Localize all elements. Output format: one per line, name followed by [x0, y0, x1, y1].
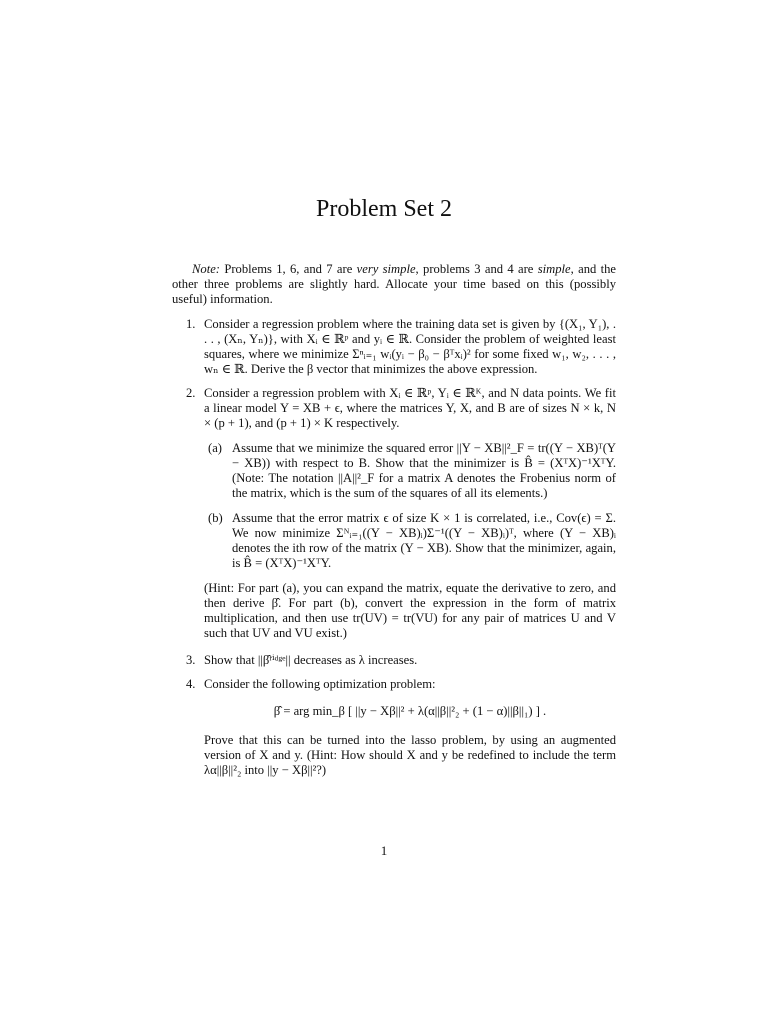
note-text: , problems 3 and 4 are — [415, 262, 538, 276]
note-label: Note: — [192, 262, 220, 276]
problem-3 — [172, 653, 616, 668]
note-emphasis: simple — [537, 262, 571, 276]
problem-4 — [172, 677, 616, 778]
note-text: , and the other three problems are slightly hard. Allocate your time based on this (possibly useful) information. — [172, 262, 617, 306]
problem-number: 3. — [186, 653, 196, 667]
problem-continuation: Prove that this can be turned into the lasso problem, by using an augmented version of X and y. (Hint: How should X and y be redefined to include the term λα||β||²₂ into ||y − Xβ||²?) — [204, 733, 616, 777]
page-number: 1 — [380, 843, 388, 858]
problem-1 — [172, 317, 616, 377]
note-text: Problems 1, 6, and 7 are — [219, 262, 357, 276]
subpart-label: (b) — [208, 511, 223, 525]
subpart-a — [204, 441, 616, 501]
page-title: Problem Set 2 — [316, 196, 452, 222]
subpart-text: Assume that the error matrix ϵ of size K × 1 is correlated, i.e., Cov(ϵ) = Σ. We now minimize Σᴺᵢ₌₁((Y − XB)ᵢ)Σ⁻¹((Y − XB)ᵢ)ᵀ, where (Y − XB)ᵢ denotes the ith row of the matrix (Y − XB). Show that the minimizer, again, is B̂ = (XᵀX)⁻¹XᵀY. — [232, 511, 616, 570]
problem-text: Show that ||β̂ʳⁱᵈᵍᵉ|| decreases as λ increases. — [204, 653, 418, 667]
problem-number: 2. — [186, 386, 196, 400]
problem-2 — [172, 386, 616, 641]
note-paragraph — [172, 262, 616, 307]
problem-number: 1. — [186, 317, 196, 331]
subpart-b — [204, 511, 616, 571]
note-emphasis: very simple — [356, 262, 416, 276]
problem-text: Consider a regression problem where the training data set is given by {(X₁, Y₁), . . . , (Xₙ, Yₙ)}, with Xᵢ ∈ ℝᵖ and yᵢ ∈ ℝ. Consider the problem of weighted least squares, where we minimize Σⁿᵢ₌₁ wᵢ(yᵢ − β₀ − βᵀxᵢ)² for some fixed w₁, w₂, . . . , wₙ ∈ ℝ. Derive the β vector that minimizes the above expression. — [204, 317, 616, 376]
document-body — [172, 262, 616, 787]
subpart-text: Assume that we minimize the squared error ||Y − XB||²_F = tr((Y − XB)ᵀ(Y − XB)) with respect to B. Show that the minimizer is B̂ = (XᵀX)⁻¹XᵀY. (Note: The notation ||A||²_F for a matrix A denotes the Frobenius norm of the matrix, which is the sum of the squares of all its elements.) — [232, 441, 616, 500]
subpart-label: (a) — [208, 441, 222, 455]
problem-text: Consider a regression problem with Xᵢ ∈ ℝᵖ, Yᵢ ∈ ℝᴷ, and N data points. We fit a linear model Y = XB + ϵ, where the matrices Y, X, and B are of sizes N × k, N × (p + 1), and (p + 1) × K respectively. — [204, 386, 616, 430]
problem-number: 4. — [186, 677, 196, 691]
problem-text: Consider the following optimization problem: — [204, 677, 436, 691]
problem-hint: (Hint: For part (a), you can expand the matrix, equate the derivative to zero, and then derive β̂. For part (b), convert the expression in the form of matrix multiplication, and then use tr(UV) = tr(VU) for any pair of matrices U and V such that UV and VU exist.) — [204, 581, 616, 640]
display-equation: β̂ = arg min_β [ ||y − Xβ||² + λ(α||β||²₂ + (1 − α)||β||₁) ] . — [273, 704, 547, 718]
